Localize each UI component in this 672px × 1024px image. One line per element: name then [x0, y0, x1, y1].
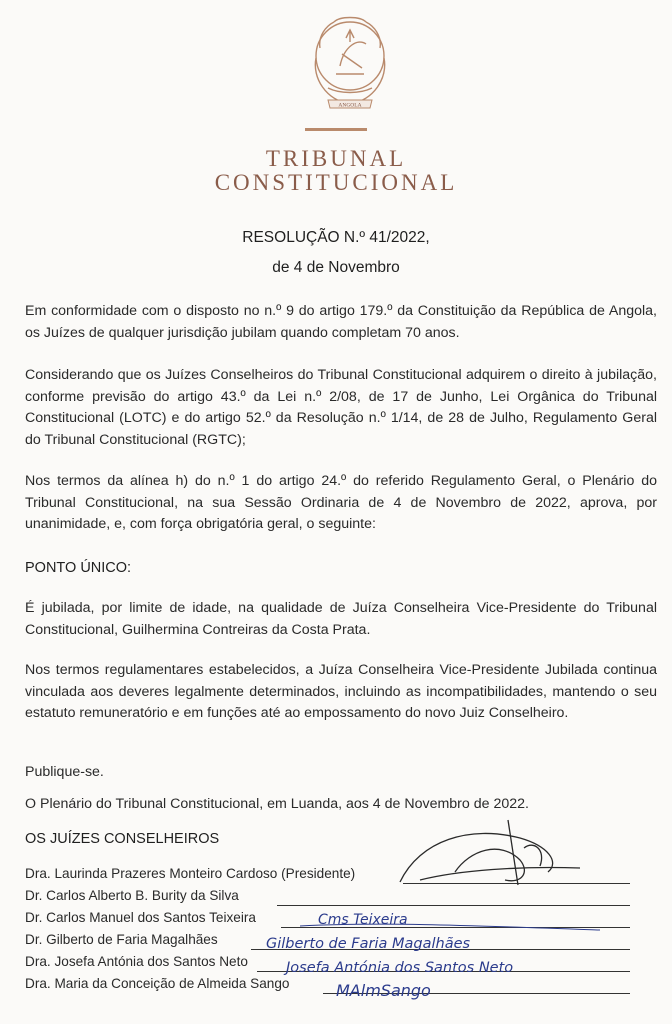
paragraph-considerando: Considerando que os Juízes Conselheiros do Tribunal Constitucional adquirem o direito à jubilação, conforme previsão do artigo 43.º da Lei n.º 2/08, de 17 de Junho, Lei Orgânica do Tribunal Constitucional (LOTC) e do artigo 52.º da Resolução n.º 1/14, de 28 de Julho, Regulamento Geral do Tribunal Constitucional (RGTC);	[25, 367, 657, 448]
signature-line	[323, 993, 630, 994]
signature-neto: Josefa Antónia dos Santos Neto	[286, 960, 514, 976]
judges-heading: OS JUÍZES CONSELHEIROS	[25, 831, 220, 847]
signature-line	[403, 883, 630, 884]
signature-sango: MAlmSango	[336, 981, 431, 1000]
signature-line	[281, 927, 630, 928]
judge-name: Dra. Maria da Conceição de Almeida Sango	[25, 976, 290, 991]
judge-row	[25, 866, 630, 884]
header-divider	[305, 128, 367, 131]
judge-row	[25, 976, 630, 994]
publique-se: Publique-se.	[25, 764, 104, 780]
court-name-line2: CONSTITUCIONAL	[214, 170, 458, 195]
judge-row	[25, 954, 630, 972]
paragraph-constitution: Em conformidade com o disposto no n.º 9 do artigo 179.º da Constituição da República de Angola, os Juízes de qualquer jurisdição jubilam quando completam 70 anos.	[25, 303, 657, 341]
signature-teixeira: Cms Teixeira	[318, 912, 408, 928]
judge-row	[25, 910, 630, 928]
signature-magalhaes: Gilberto de Faria Magalhães	[266, 936, 471, 952]
ponto-unico-heading: PONTO ÚNICO:	[25, 560, 132, 576]
paragraph-jubilada: É jubilada, por limite de idade, na qualidade de Juíza Conselheira Vice-Presidente do Tribunal Constitucional, Guilhermina Contreiras da Costa Prata.	[25, 600, 657, 638]
paragraph-regulamentares: Nos termos regulamentares estabelecidos, a Juíza Conselheira Vice-Presidente Jubilada continua vinculada aos deveres legalmente determinados, incluindo as incompatibilidades, mantendo o seu estatuto remuneratório e em funções até ao empossamento do novo Juiz Conselheiro.	[25, 662, 657, 721]
judge-name: Dra. Josefa Antónia dos Santos Neto	[25, 954, 248, 969]
angola-coat-of-arms-icon	[300, 8, 400, 118]
resolution-title: RESOLUÇÃO N.º 41/2022,	[242, 229, 430, 246]
judge-name: Dra. Laurinda Prazeres Monteiro Cardoso (Presidente)	[25, 866, 356, 881]
closing-statement: O Plenário do Tribunal Constitucional, em Luanda, aos 4 de Novembro de 2022.	[25, 796, 529, 812]
judge-name: Dr. Carlos Alberto B. Burity da Silva	[25, 888, 239, 903]
signature-line	[277, 905, 630, 906]
emblem-label: ANGOLA	[338, 102, 362, 109]
resolution-date: de 4 de Novembro	[272, 259, 400, 276]
paragraph-nos-termos: Nos termos da alínea h) do n.º 1 do artigo 24.º do referido Regulamento Geral, o Plenário do Tribunal Constitucional, na sua Sessão Ordinaria de 4 de Novembro de 2022, aprova, por unanimidade, e, com força obrigatória geral, o seguinte:	[25, 473, 657, 532]
judge-row	[25, 888, 630, 906]
signature-line	[257, 971, 630, 972]
judge-name: Dr. Gilberto de Faria Magalhães	[25, 932, 218, 947]
judge-name: Dr. Carlos Manuel dos Santos Teixeira	[25, 910, 256, 925]
judge-row	[25, 932, 630, 950]
signature-line	[251, 949, 630, 950]
court-name-line1: TRIBUNAL	[265, 146, 407, 171]
